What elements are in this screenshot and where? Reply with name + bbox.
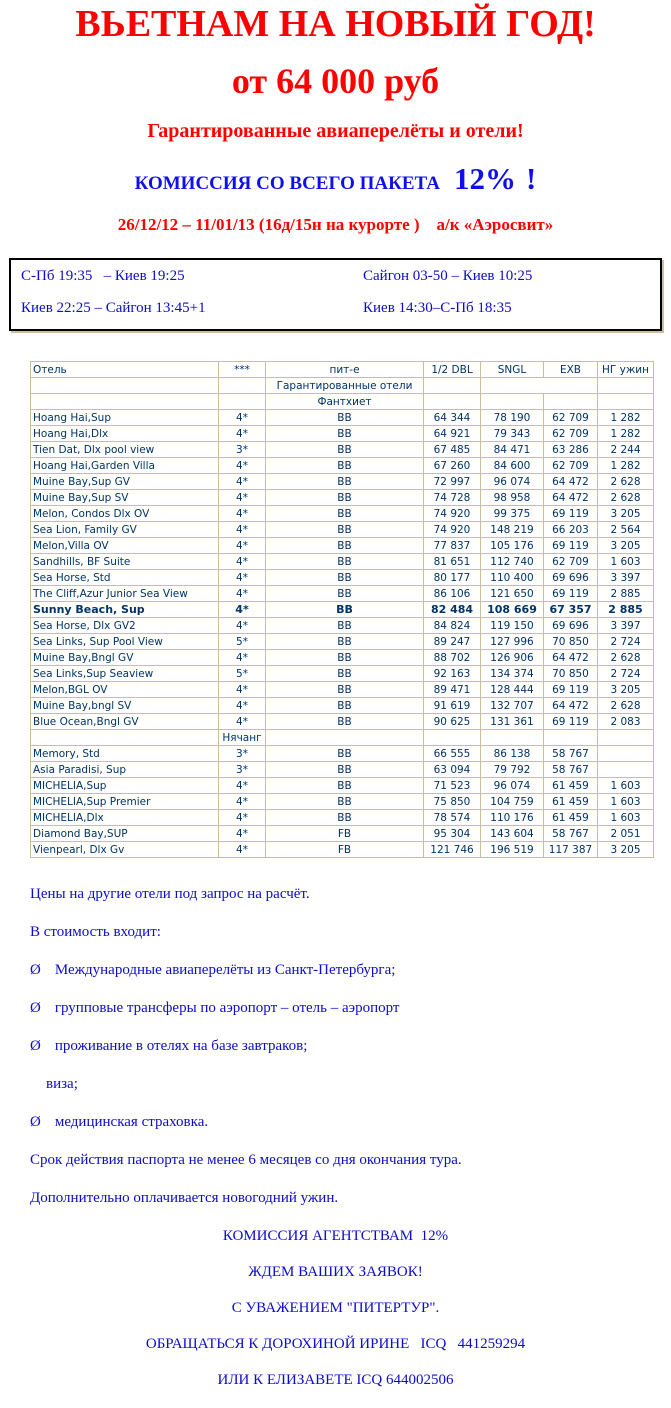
table-cell: 3 205 bbox=[598, 682, 654, 698]
table-cell: 67 260 bbox=[424, 458, 481, 474]
flight-schedule-box bbox=[9, 258, 662, 331]
table-cell: 78 574 bbox=[424, 810, 481, 826]
table-cell: 4* bbox=[219, 602, 266, 618]
note-paragraph bbox=[30, 1076, 671, 1092]
table-cell: 69 696 bbox=[544, 570, 598, 586]
table-cell: BB bbox=[266, 634, 424, 650]
region-row bbox=[31, 730, 654, 746]
table-cell: 2 051 bbox=[598, 826, 654, 842]
table-cell bbox=[544, 730, 598, 746]
table-cell: 62 709 bbox=[544, 426, 598, 442]
table-cell: 1 603 bbox=[598, 810, 654, 826]
table-cell: 61 459 bbox=[544, 794, 598, 810]
table-cell: BB bbox=[266, 474, 424, 490]
table-header-row bbox=[31, 362, 654, 378]
table-cell: 96 074 bbox=[481, 474, 544, 490]
table-cell: BB bbox=[266, 586, 424, 602]
table-row bbox=[31, 714, 654, 730]
table-cell: Memory, Std bbox=[31, 746, 219, 762]
table-cell: 92 163 bbox=[424, 666, 481, 682]
table-cell: BB bbox=[266, 746, 424, 762]
table-cell: 69 119 bbox=[544, 714, 598, 730]
bullet-icon: Ø bbox=[30, 1038, 41, 1054]
table-cell: 98 958 bbox=[481, 490, 544, 506]
table-cell: 2 885 bbox=[598, 586, 654, 602]
table-cell: 79 343 bbox=[481, 426, 544, 442]
table-cell: 4* bbox=[219, 698, 266, 714]
table-cell bbox=[544, 394, 598, 410]
table-cell: 70 850 bbox=[544, 634, 598, 650]
table-cell: 90 625 bbox=[424, 714, 481, 730]
table-cell: 104 759 bbox=[481, 794, 544, 810]
table-cell: 2 628 bbox=[598, 698, 654, 714]
table-cell: BB bbox=[266, 522, 424, 538]
note-text: виза; bbox=[46, 1076, 78, 1092]
table-row bbox=[31, 746, 654, 762]
note-text: Срок действия паспорта не менее 6 месяцев со дня окончания тура. bbox=[30, 1152, 462, 1168]
commission-line bbox=[0, 161, 671, 202]
table-cell: 121 650 bbox=[481, 586, 544, 602]
column-header: НГ ужин bbox=[598, 362, 654, 378]
table-cell: 117 387 bbox=[544, 842, 598, 858]
table-row bbox=[31, 794, 654, 810]
table-cell bbox=[481, 394, 544, 410]
table-cell bbox=[598, 730, 654, 746]
table-cell: 69 696 bbox=[544, 618, 598, 634]
table-cell: 2 564 bbox=[598, 522, 654, 538]
table-cell bbox=[31, 730, 219, 746]
table-cell: BB bbox=[266, 698, 424, 714]
table-cell: 121 746 bbox=[424, 842, 481, 858]
table-cell: 126 906 bbox=[481, 650, 544, 666]
table-cell: 64 472 bbox=[544, 650, 598, 666]
column-header: EXB bbox=[544, 362, 598, 378]
flight-segment: С-Пб 19:35 – Киев 19:25 bbox=[21, 268, 185, 284]
table-cell: 72 997 bbox=[424, 474, 481, 490]
table-row bbox=[31, 426, 654, 442]
table-cell: 89 471 bbox=[424, 682, 481, 698]
table-cell: 58 767 bbox=[544, 762, 598, 778]
table-cell: Sunny Beach, Sup bbox=[31, 602, 219, 618]
table-cell: 128 444 bbox=[481, 682, 544, 698]
table-cell: 4* bbox=[219, 554, 266, 570]
table-cell: 66 555 bbox=[424, 746, 481, 762]
table-row bbox=[31, 810, 654, 826]
table-cell: MICHELIA,Dlx bbox=[31, 810, 219, 826]
commission-exclamation: ! bbox=[526, 161, 537, 196]
table-cell: 69 119 bbox=[544, 682, 598, 698]
table-cell bbox=[481, 378, 598, 394]
table-cell: BB bbox=[266, 602, 424, 618]
table-cell: 64 472 bbox=[544, 698, 598, 714]
table-cell: FB bbox=[266, 842, 424, 858]
table-row bbox=[31, 762, 654, 778]
table-cell: 112 740 bbox=[481, 554, 544, 570]
table-cell: BB bbox=[266, 618, 424, 634]
table-cell: Sea Links,Sup Seaview bbox=[31, 666, 219, 682]
region-row bbox=[31, 394, 654, 410]
table-cell: BB bbox=[266, 554, 424, 570]
table-row bbox=[31, 682, 654, 698]
table-cell: BB bbox=[266, 650, 424, 666]
table-cell: FB bbox=[266, 826, 424, 842]
table-cell: 1 603 bbox=[598, 778, 654, 794]
table-cell: Melon, Condos Dlx OV bbox=[31, 506, 219, 522]
table-cell: 143 604 bbox=[481, 826, 544, 842]
page-title: ВЬЕТНАМ НА НОВЫЙ ГОД! bbox=[75, 3, 596, 45]
table-cell: 3* bbox=[219, 762, 266, 778]
table-cell: 69 119 bbox=[544, 538, 598, 554]
note-paragraph bbox=[30, 1114, 671, 1130]
table-cell bbox=[424, 378, 481, 394]
flight-segment: Киев 22:25 – Сайгон 13:45+1 bbox=[21, 300, 206, 316]
table-cell: 62 709 bbox=[544, 410, 598, 426]
commission-value: 12% bbox=[454, 161, 517, 196]
commission-text: КОМИССИЯ СО ВСЕГО ПАКЕТА bbox=[134, 173, 441, 194]
column-header: Отель bbox=[31, 362, 219, 378]
table-cell: 2 724 bbox=[598, 666, 654, 682]
table-cell bbox=[598, 378, 654, 394]
table-cell: 4* bbox=[219, 474, 266, 490]
table-cell: 2 628 bbox=[598, 474, 654, 490]
region-label: Нячанг bbox=[219, 730, 266, 746]
footer-line: ЖДЕМ ВАШИХ ЗАЯВОК! bbox=[248, 1264, 423, 1280]
flight-row bbox=[21, 300, 652, 317]
table-cell: 89 247 bbox=[424, 634, 481, 650]
footer-line: ОБРАЩАТЬСЯ К ДОРОХИНОЙ ИРИНЕ ICQ 441259294 bbox=[145, 1336, 526, 1352]
table-cell: 58 767 bbox=[544, 826, 598, 842]
table-cell: 88 702 bbox=[424, 650, 481, 666]
table-cell: BB bbox=[266, 442, 424, 458]
table-cell: 84 600 bbox=[481, 458, 544, 474]
table-cell: 4* bbox=[219, 410, 266, 426]
table-cell: 3* bbox=[219, 442, 266, 458]
table-cell: Melon,BGL OV bbox=[31, 682, 219, 698]
table-cell: 4* bbox=[219, 682, 266, 698]
note-text: медицинская страховка. bbox=[54, 1114, 209, 1130]
table-cell: 127 996 bbox=[481, 634, 544, 650]
table-cell: 3* bbox=[219, 746, 266, 762]
table-cell: 86 106 bbox=[424, 586, 481, 602]
table-cell: 67 485 bbox=[424, 442, 481, 458]
table-cell: 4* bbox=[219, 842, 266, 858]
table-cell: BB bbox=[266, 538, 424, 554]
table-row bbox=[31, 410, 654, 426]
table-row bbox=[31, 634, 654, 650]
table-row bbox=[31, 666, 654, 682]
table-row bbox=[31, 650, 654, 666]
table-cell: BB bbox=[266, 458, 424, 474]
table-cell bbox=[481, 730, 544, 746]
table-cell: 4* bbox=[219, 618, 266, 634]
table-row bbox=[31, 442, 654, 458]
table-cell: Muine Bay,bngl SV bbox=[31, 698, 219, 714]
table-cell: 5* bbox=[219, 666, 266, 682]
table-cell: 3 397 bbox=[598, 618, 654, 634]
table-cell: 4* bbox=[219, 570, 266, 586]
table-cell bbox=[424, 730, 481, 746]
group-label: Гарантированные отели bbox=[266, 378, 424, 394]
table-cell: BB bbox=[266, 810, 424, 826]
note-text: Цены на другие отели под запрос на расчёт. bbox=[30, 886, 310, 902]
table-row bbox=[31, 602, 654, 618]
table-cell: 4* bbox=[219, 586, 266, 602]
flight-segment: Киев 14:30–С-Пб 18:35 bbox=[363, 300, 512, 316]
table-cell: 4* bbox=[219, 714, 266, 730]
table-cell bbox=[424, 394, 481, 410]
table-cell: 110 176 bbox=[481, 810, 544, 826]
table-cell: 4* bbox=[219, 490, 266, 506]
note-text: проживание в отелях на базе завтраков; bbox=[54, 1038, 308, 1054]
footer-line: ИЛИ К ЕЛИЗАВЕТЕ ICQ 644002506 bbox=[217, 1372, 454, 1388]
table-cell: 4* bbox=[219, 522, 266, 538]
table-row bbox=[31, 842, 654, 858]
table-cell: BB bbox=[266, 794, 424, 810]
table-cell: 2 628 bbox=[598, 650, 654, 666]
footer-line: КОМИССИЯ АГЕНТСТВАМ 12% bbox=[222, 1228, 449, 1244]
flight-row bbox=[21, 268, 652, 285]
table-cell: 2 244 bbox=[598, 442, 654, 458]
table-row bbox=[31, 554, 654, 570]
table-cell bbox=[219, 394, 266, 410]
note-paragraph bbox=[30, 924, 671, 940]
table-cell: 63 094 bbox=[424, 762, 481, 778]
table-cell: 4* bbox=[219, 778, 266, 794]
table-cell: 80 177 bbox=[424, 570, 481, 586]
table-cell bbox=[219, 378, 266, 394]
table-cell: 4* bbox=[219, 826, 266, 842]
table-row bbox=[31, 522, 654, 538]
note-paragraph bbox=[30, 1190, 671, 1206]
tour-dates: 26/12/12 – 11/01/13 (16д/15н на курорте ) а/к «Аэросвит» bbox=[117, 215, 554, 234]
table-cell: 86 138 bbox=[481, 746, 544, 762]
table-cell: 4* bbox=[219, 794, 266, 810]
table-cell bbox=[598, 762, 654, 778]
table-cell: BB bbox=[266, 666, 424, 682]
table-row bbox=[31, 826, 654, 842]
table-cell: 91 619 bbox=[424, 698, 481, 714]
table-cell: 110 400 bbox=[481, 570, 544, 586]
table-row bbox=[31, 474, 654, 490]
table-cell: Vienpearl, Dlx Gv bbox=[31, 842, 219, 858]
table-cell: 1 282 bbox=[598, 458, 654, 474]
table-cell: 69 119 bbox=[544, 506, 598, 522]
price-headline: от 64 000 руб bbox=[231, 61, 440, 101]
table-cell: BB bbox=[266, 506, 424, 522]
table-cell: Diamond Bay,SUP bbox=[31, 826, 219, 842]
note-paragraph bbox=[30, 886, 671, 902]
table-cell: BB bbox=[266, 682, 424, 698]
table-cell: 99 375 bbox=[481, 506, 544, 522]
table-row bbox=[31, 586, 654, 602]
note-paragraph bbox=[30, 962, 671, 978]
table-cell bbox=[598, 746, 654, 762]
table-cell: 4* bbox=[219, 810, 266, 826]
table-cell: Sea Horse, Dlx GV2 bbox=[31, 618, 219, 634]
table-cell: 78 190 bbox=[481, 410, 544, 426]
bullet-icon: Ø bbox=[30, 1000, 41, 1016]
table-cell: BB bbox=[266, 490, 424, 506]
table-cell: 69 119 bbox=[544, 586, 598, 602]
table-cell: 75 850 bbox=[424, 794, 481, 810]
table-cell: 131 361 bbox=[481, 714, 544, 730]
note-paragraph bbox=[30, 1038, 671, 1054]
table-row bbox=[31, 490, 654, 506]
table-cell: 66 203 bbox=[544, 522, 598, 538]
price-table bbox=[30, 361, 654, 858]
table-cell: 84 824 bbox=[424, 618, 481, 634]
table-cell: 62 709 bbox=[544, 458, 598, 474]
table-cell: MICHELIA,Sup bbox=[31, 778, 219, 794]
table-cell: 1 282 bbox=[598, 426, 654, 442]
table-cell: 2 083 bbox=[598, 714, 654, 730]
note-paragraph bbox=[30, 1000, 671, 1016]
table-cell: 3 397 bbox=[598, 570, 654, 586]
table-cell: BB bbox=[266, 426, 424, 442]
table-cell bbox=[31, 378, 219, 394]
table-cell: 70 850 bbox=[544, 666, 598, 682]
table-cell bbox=[598, 394, 654, 410]
flight-segment: Сайгон 03-50 – Киев 10:25 bbox=[363, 268, 533, 284]
table-cell: 4* bbox=[219, 458, 266, 474]
table-cell bbox=[266, 730, 424, 746]
table-cell: Asia Paradisi, Sup bbox=[31, 762, 219, 778]
table-cell: 1 603 bbox=[598, 554, 654, 570]
table-cell: Hoang Hai,Sup bbox=[31, 410, 219, 426]
table-cell: Hoang Hai,Dlx bbox=[31, 426, 219, 442]
table-cell: 64 472 bbox=[544, 490, 598, 506]
table-cell: 63 286 bbox=[544, 442, 598, 458]
note-text: групповые трансферы по аэропорт – отель – аэропорт bbox=[54, 1000, 400, 1016]
table-cell: 61 459 bbox=[544, 810, 598, 826]
group-row bbox=[31, 378, 654, 394]
footer-line: С УВАЖЕНИЕМ "ПИТЕРТУР". bbox=[231, 1300, 440, 1316]
table-cell: 4* bbox=[219, 650, 266, 666]
note-text: Дополнительно оплачивается новогодний ужин. bbox=[30, 1190, 339, 1206]
region-label: Фантхиет bbox=[266, 394, 424, 410]
table-cell: MICHELIA,Sup Premier bbox=[31, 794, 219, 810]
table-row bbox=[31, 778, 654, 794]
bullet-icon: Ø bbox=[30, 962, 41, 978]
table-row bbox=[31, 506, 654, 522]
table-cell: 62 709 bbox=[544, 554, 598, 570]
table-cell: 3 205 bbox=[598, 538, 654, 554]
table-cell: 64 472 bbox=[544, 474, 598, 490]
table-cell: 82 484 bbox=[424, 602, 481, 618]
table-cell: 67 357 bbox=[544, 602, 598, 618]
table-cell: Muine Bay,Bngl GV bbox=[31, 650, 219, 666]
table-cell: 95 304 bbox=[424, 826, 481, 842]
note-text: В стоимость входит: bbox=[30, 924, 161, 940]
table-cell: 4* bbox=[219, 538, 266, 554]
table-cell: 61 459 bbox=[544, 778, 598, 794]
table-cell: Sea Lion, Family GV bbox=[31, 522, 219, 538]
table-cell: Blue Ocean,Bngl GV bbox=[31, 714, 219, 730]
table-cell: 134 374 bbox=[481, 666, 544, 682]
table-cell: Sea Horse, Std bbox=[31, 570, 219, 586]
table-cell: 96 074 bbox=[481, 778, 544, 794]
table-cell: 5* bbox=[219, 634, 266, 650]
table-cell: 64 921 bbox=[424, 426, 481, 442]
column-header: *** bbox=[219, 362, 266, 378]
subtitle: Гарантированные авиаперелёты и отели! bbox=[147, 120, 524, 142]
table-cell: BB bbox=[266, 714, 424, 730]
table-cell: Hoang Hai,Garden Villa bbox=[31, 458, 219, 474]
table-cell: 2 628 bbox=[598, 490, 654, 506]
table-cell: 119 150 bbox=[481, 618, 544, 634]
table-cell: 2 724 bbox=[598, 634, 654, 650]
table-cell: 3 205 bbox=[598, 842, 654, 858]
table-cell: Sea Links, Sup Pool View bbox=[31, 634, 219, 650]
table-row bbox=[31, 570, 654, 586]
table-row bbox=[31, 458, 654, 474]
table-row bbox=[31, 698, 654, 714]
table-cell: 71 523 bbox=[424, 778, 481, 794]
table-cell: Sandhills, BF Suite bbox=[31, 554, 219, 570]
table-cell: 108 669 bbox=[481, 602, 544, 618]
table-cell: 74 920 bbox=[424, 506, 481, 522]
table-cell: Tien Dat, Dlx pool view bbox=[31, 442, 219, 458]
table-row bbox=[31, 538, 654, 554]
table-cell: 4* bbox=[219, 506, 266, 522]
table-cell: BB bbox=[266, 762, 424, 778]
table-cell: BB bbox=[266, 570, 424, 586]
table-cell: 79 792 bbox=[481, 762, 544, 778]
table-cell: 132 707 bbox=[481, 698, 544, 714]
table-cell bbox=[31, 394, 219, 410]
notes bbox=[30, 886, 671, 1206]
table-cell: BB bbox=[266, 778, 424, 794]
note-text: Международные авиаперелёты из Санкт-Петербурга; bbox=[54, 962, 396, 978]
column-header: SNGL bbox=[481, 362, 544, 378]
table-cell: 64 344 bbox=[424, 410, 481, 426]
table-cell: 1 282 bbox=[598, 410, 654, 426]
table-cell: 84 471 bbox=[481, 442, 544, 458]
column-header: 1/2 DBL bbox=[424, 362, 481, 378]
table-cell: 4* bbox=[219, 426, 266, 442]
table-cell: 3 205 bbox=[598, 506, 654, 522]
column-header: пит-е bbox=[266, 362, 424, 378]
table-cell: 2 885 bbox=[598, 602, 654, 618]
table-cell: Melon,Villa OV bbox=[31, 538, 219, 554]
table-cell: The Cliff,Azur Junior Sea View bbox=[31, 586, 219, 602]
table-cell: 74 920 bbox=[424, 522, 481, 538]
table-cell: 81 651 bbox=[424, 554, 481, 570]
bullet-icon: Ø bbox=[30, 1114, 41, 1130]
table-cell: 196 519 bbox=[481, 842, 544, 858]
price-table-body bbox=[31, 362, 654, 858]
footer bbox=[0, 1228, 671, 1388]
table-cell: BB bbox=[266, 410, 424, 426]
table-cell: Muine Bay,Sup SV bbox=[31, 490, 219, 506]
table-row bbox=[31, 618, 654, 634]
table-cell: 1 603 bbox=[598, 794, 654, 810]
table-cell: Muine Bay,Sup GV bbox=[31, 474, 219, 490]
table-cell: 58 767 bbox=[544, 746, 598, 762]
table-cell: 148 219 bbox=[481, 522, 544, 538]
table-cell: 74 728 bbox=[424, 490, 481, 506]
table-cell: 105 176 bbox=[481, 538, 544, 554]
note-paragraph bbox=[30, 1152, 671, 1168]
table-cell: 77 837 bbox=[424, 538, 481, 554]
